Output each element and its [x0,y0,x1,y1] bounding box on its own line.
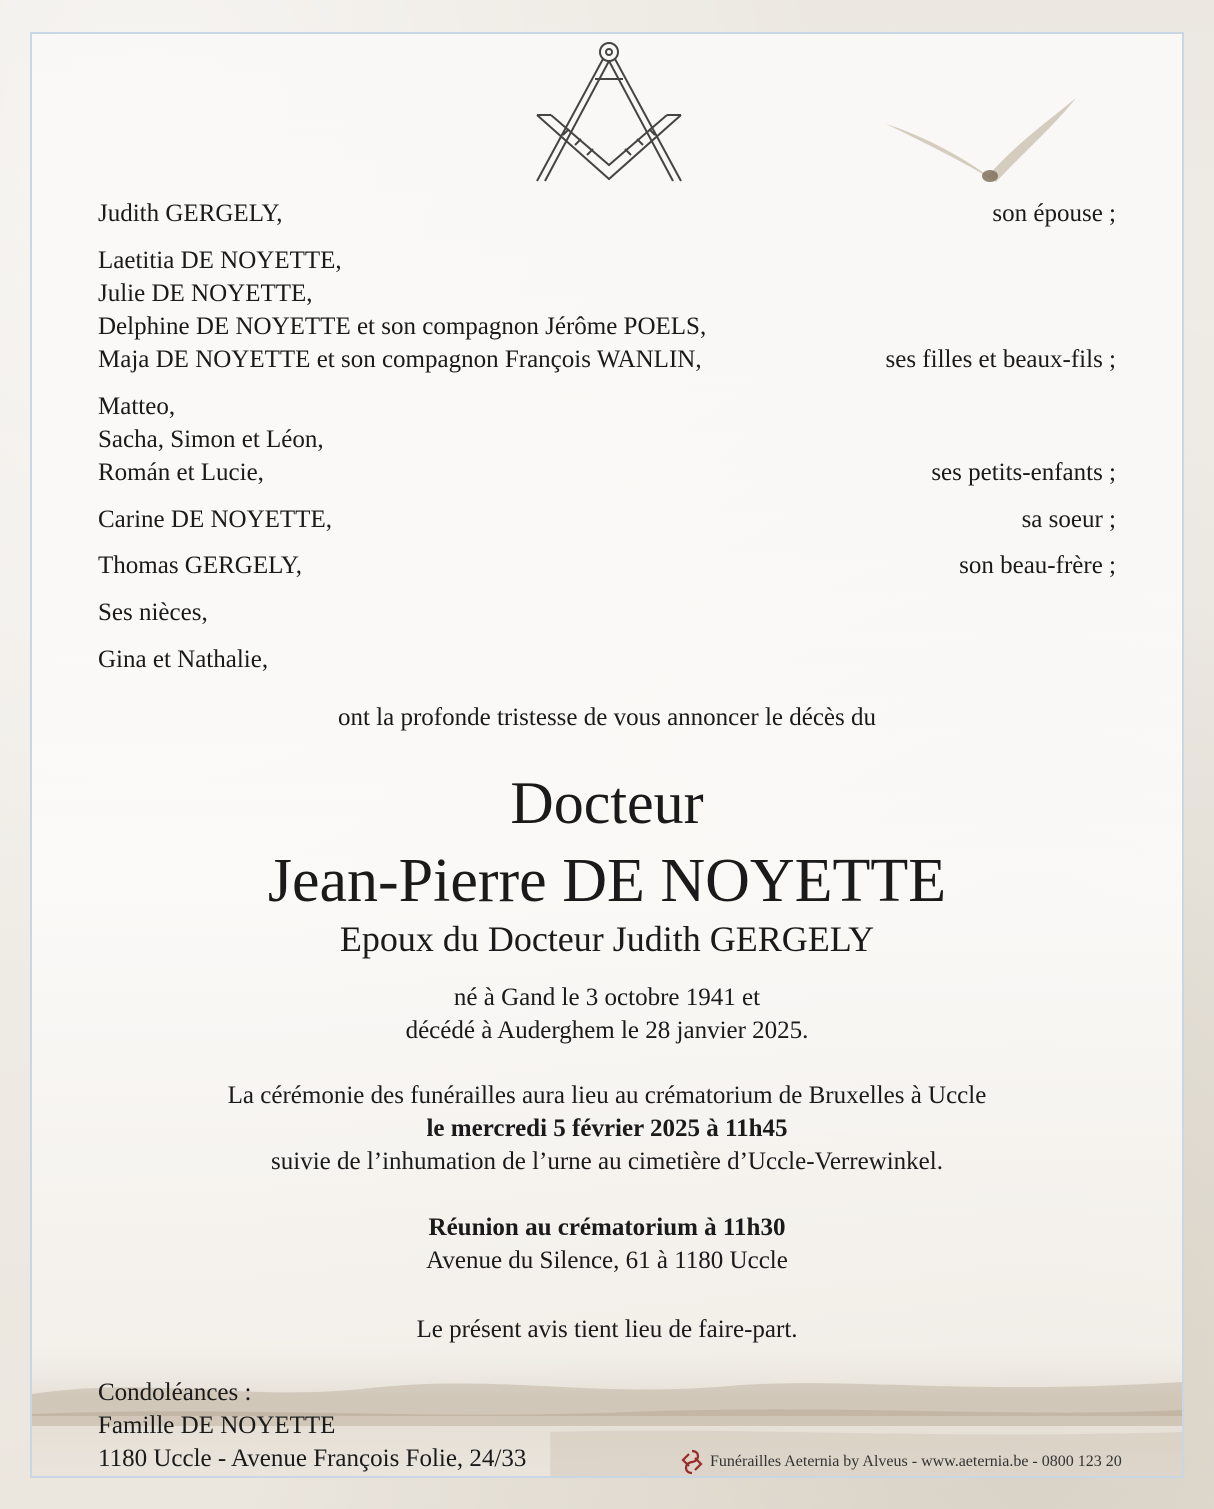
ceremony-date: le mercredi 5 février 2025 à 11h45 [426,1115,788,1142]
ceremony-burial: suivie de l’inhumation de l’urne au cimetière d’Uccle-Verrewinkel. [271,1148,943,1175]
birth-line: né à Gand le 3 octobre 1941 et [453,984,761,1011]
family-name: Laetitia DE NOYETTE, [98,247,342,274]
family-relation: ses filles et beaux-fils ; [885,346,1116,373]
deceased-title: Docteur [510,770,704,836]
family-name: Delphine DE NOYETTE et son compagnon Jérôme POELS, [98,313,707,340]
notice-text: Le présent avis tient lieu de faire-part. [416,1316,798,1343]
condolences-address: 1180 Uccle - Avenue François Folie, 24/33 [98,1445,527,1472]
deceased-spouse: Epoux du Docteur Judith GERGELY [339,919,875,959]
death-line: décédé à Auderghem le 28 janvier 2025. [405,1017,809,1044]
family-name: Judith GERGELY, [98,200,283,227]
meeting-address: Avenue du Silence, 61 à 1180 Uccle [426,1247,788,1274]
family-name: Julie DE NOYETTE, [98,280,313,307]
deceased-name: Jean-Pierre DE NOYETTE [267,847,947,915]
ceremony-line: La cérémonie des funérailles aura lieu au crématorium de Bruxelles à Uccle [227,1082,987,1109]
family-name: Matteo, [98,393,176,420]
family-name: Carine DE NOYETTE, [98,506,332,533]
family-name: Maja DE NOYETTE et son compagnon François WANLIN, [98,346,702,373]
condolences-name: Famille DE NOYETTE [98,1412,336,1439]
funeral-home-credit [680,1448,1122,1476]
family-name: Thomas GERGELY, [98,552,302,579]
family-name: Sacha, Simon et Léon, [98,426,324,453]
family-name: Gina et Nathalie, [98,646,269,673]
square-and-compass-icon [533,39,685,185]
meeting-title: Réunion au crématorium à 11h30 [428,1214,786,1241]
aeternia-logo-icon [680,1448,704,1476]
condolences-label: Condoléances : [98,1379,252,1406]
family-relation: sa soeur ; [1021,506,1116,533]
family-relation: son épouse ; [992,200,1116,227]
footer-text: Funérailles Aeternia by Alveus - www.aeternia.be - 0800 123 20 [710,1453,1122,1470]
bird-icon [884,96,1084,188]
family-relation: ses petits-enfants ; [931,459,1116,486]
family-name: Ses nièces, [98,599,208,626]
family-name: Román et Lucie, [98,459,264,486]
family-relation: son beau-frère ; [959,552,1116,579]
announcement-intro: ont la profonde tristesse de vous annoncer le décès du [337,704,877,731]
